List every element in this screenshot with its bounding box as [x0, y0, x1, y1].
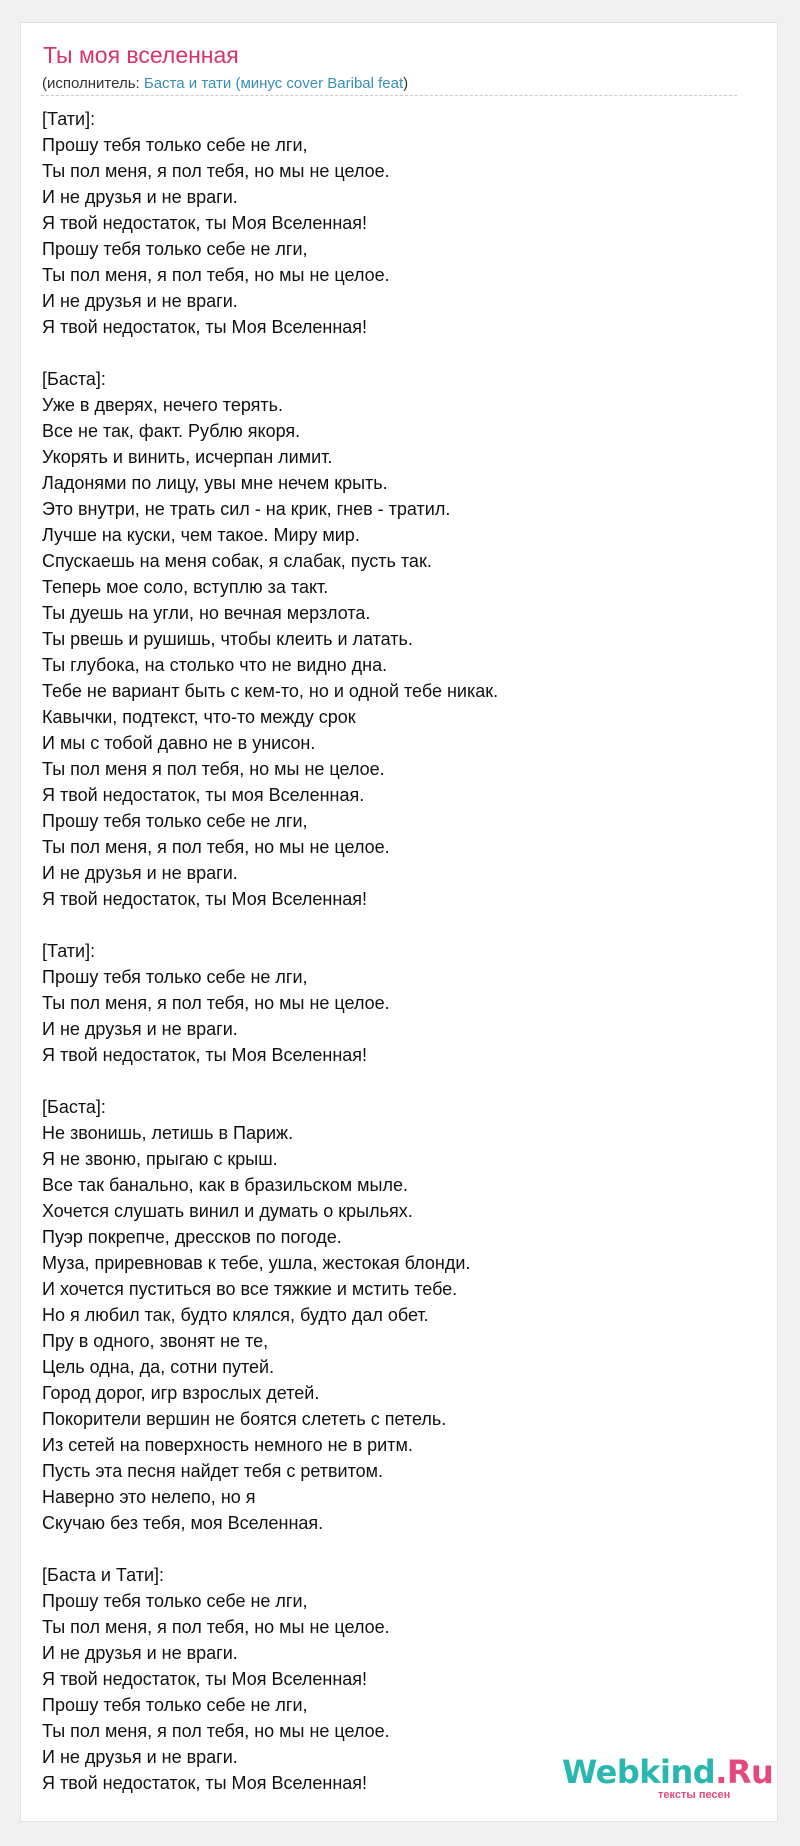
- lyrics-card: [20, 22, 778, 1822]
- lyric-line: Спускаешь на меня собак, я слабак, пусть так.: [42, 551, 432, 571]
- stanza-heading: [Баста]:: [42, 369, 106, 389]
- logo-name: Webkind: [562, 1753, 716, 1791]
- lyric-line: Пуэр покрепче, дрессков по погоде.: [42, 1227, 342, 1247]
- lyric-line: И не друзья и не враги.: [42, 187, 238, 207]
- lyric-line: Лучше на куски, чем такое. Миру мир.: [42, 525, 360, 545]
- lyric-line: Прошу тебя только себе не лги,: [42, 135, 308, 155]
- lyric-line: Ты рвешь и рушишь, чтобы клеить и латать.: [42, 629, 413, 649]
- lyric-line: Это внутри, не трать сил - на крик, гнев - тратил.: [42, 499, 451, 519]
- stanza: [42, 366, 498, 912]
- song-title: Ты моя вселенная: [43, 42, 239, 68]
- lyric-line: Скучаю без тебя, моя Вселенная.: [42, 1513, 324, 1533]
- lyric-line: Тебе не вариант быть с кем-то, но и одной тебе никак.: [42, 681, 499, 701]
- lyric-line: Ты пол меня, я пол тебя, но мы не целое.: [42, 1721, 390, 1741]
- lyric-line: Ты дуешь на угли, но вечная мерзлота.: [42, 603, 371, 623]
- lyric-line: Пру в одного, звонят не те,: [42, 1331, 269, 1351]
- lyric-line: И не друзья и не враги.: [42, 863, 238, 883]
- stanza-heading: [Баста]:: [42, 1097, 106, 1117]
- title-divider: [41, 95, 737, 96]
- lyric-line: Ты пол меня, я пол тебя, но мы не целое.: [42, 837, 390, 857]
- lyric-line: Укорять и винить, исчерпан лимит.: [42, 447, 333, 467]
- stanza-heading: [Тати]:: [42, 941, 96, 961]
- stanza-heading: [Баста и Тати]:: [42, 1565, 165, 1585]
- subtitle-suffix: ): [403, 75, 409, 92]
- lyric-line: И мы с тобой давно не в унисон.: [42, 733, 316, 753]
- lyric-line: Я твой недостаток, ты Моя Вселенная!: [42, 1045, 368, 1065]
- lyric-line: Я твой недостаток, ты Моя Вселенная!: [42, 213, 368, 233]
- lyric-line: Ты пол меня, я пол тебя, но мы не целое.: [42, 993, 390, 1013]
- site-logo[interactable]: [562, 1755, 782, 1815]
- lyric-line: Прошу тебя только себе не лги,: [42, 1591, 308, 1611]
- lyric-line: Наверно это нелепо, но я: [42, 1487, 256, 1507]
- lyric-line: И хочется пуститься во все тяжкие и мстить тебе.: [42, 1279, 458, 1299]
- lyric-line: Я твой недостаток, ты Моя Вселенная!: [42, 889, 368, 909]
- lyric-line: Я не звоню, прыгаю с крыш.: [42, 1149, 278, 1169]
- lyric-line: Муза, приревновав к тебе, ушла, жестокая блонди.: [42, 1253, 471, 1273]
- lyric-line: Не звонишь, летишь в Париж.: [42, 1123, 294, 1143]
- lyric-line: Но я любил так, будто клялся, будто дал обет.: [42, 1305, 429, 1325]
- lyric-line: И не друзья и не враги.: [42, 291, 238, 311]
- lyric-line: Прошу тебя только себе не лги,: [42, 811, 308, 831]
- lyric-line: И не друзья и не враги.: [42, 1643, 238, 1663]
- lyric-line: Город дорог, игр взрослых детей.: [42, 1383, 320, 1403]
- lyric-line: Ты пол меня, я пол тебя, но мы не целое.: [42, 1617, 390, 1637]
- artist-link[interactable]: Баста и тати (минус cover Baribal feat: [143, 75, 404, 92]
- lyric-line: Я твой недостаток, ты Моя Вселенная!: [42, 1773, 368, 1793]
- lyric-line: Ладонями по лицу, увы мне нечем крыть.: [42, 473, 388, 493]
- lyric-line: Я твой недостаток, ты моя Вселенная.: [42, 785, 365, 805]
- logo-tagline: тексты песен: [658, 1789, 731, 1801]
- lyric-line: Из сетей на поверхность немного не в ритм.: [42, 1435, 413, 1455]
- lyric-line: Пусть эта песня найдет тебя с ретвитом.: [42, 1461, 384, 1481]
- lyric-line: Уже в дверях, нечего терять.: [42, 395, 284, 415]
- lyric-line: Хочется слушать винил и думать о крыльях.: [42, 1201, 413, 1221]
- lyric-line: Все так банально, как в бразильском мыле.: [42, 1175, 408, 1195]
- lyric-line: Я твой недостаток, ты Моя Вселенная!: [42, 1669, 368, 1689]
- lyric-line: Ты глубока, на столько что не видно дна.: [42, 655, 388, 675]
- lyric-line: Ты пол меня, я пол тебя, но мы не целое.: [42, 161, 390, 181]
- song-subtitle: [42, 75, 408, 92]
- lyric-line: Покорители вершин не боятся слететь с петель.: [42, 1409, 447, 1429]
- stanza-heading: [Тати]:: [42, 109, 96, 129]
- lyric-line: Цель одна, да, сотни путей.: [42, 1357, 275, 1377]
- lyrics-body: [42, 106, 498, 1822]
- lyric-line: Ты пол меня, я пол тебя, но мы не целое.: [42, 265, 390, 285]
- lyric-line: Ты пол меня я пол тебя, но мы не целое.: [42, 759, 385, 779]
- lyric-line: Прошу тебя только себе не лги,: [42, 1695, 308, 1715]
- logo-wordmark: [562, 1755, 773, 1789]
- lyric-line: И не друзья и не враги.: [42, 1747, 238, 1767]
- logo-tld: .Ru: [715, 1753, 774, 1791]
- lyric-line: Все не так, факт. Рублю якоря.: [42, 421, 301, 441]
- lyric-line: Теперь мое соло, вступлю за такт.: [42, 577, 329, 597]
- stanza: [42, 938, 498, 1068]
- lyric-line: Прошу тебя только себе не лги,: [42, 239, 308, 259]
- lyric-line: И не друзья и не враги.: [42, 1019, 238, 1039]
- lyric-line: Кавычки, подтекст, что-то между срок: [42, 707, 356, 727]
- stanza: [42, 1562, 498, 1796]
- subtitle-prefix: (исполнитель:: [42, 75, 144, 92]
- lyric-line: Я твой недостаток, ты Моя Вселенная!: [42, 317, 368, 337]
- stanza: [42, 106, 498, 340]
- lyric-line: Прошу тебя только себе не лги,: [42, 967, 308, 987]
- stanza: [42, 1094, 498, 1536]
